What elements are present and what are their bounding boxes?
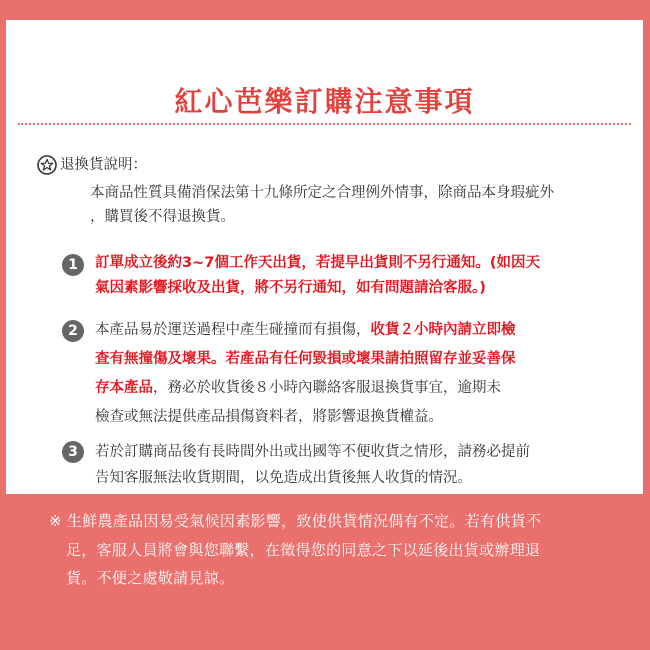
damage-notice-line-1b: 收貨２小時內請立即檢 [370,322,516,338]
absence-notice-line-2: 告知客服無法收貨期間，以免造成出貨後無人收貨的情況。 [95,470,472,486]
absence-notice-line-1: 若於訂購商品後有長時間外出或出國等不便收貨之情形，請務必提前 [95,444,530,460]
disclaimer-line-3: 貨。不便之處敬請見諒。 [66,569,235,587]
shipping-notice-line-2: 氣因素影響採收及出貨，將不另行通知，如有問題請洽客服。) [95,280,486,296]
star-outline-icon [37,155,57,175]
notice-card [6,20,643,494]
number-2-icon: 2 [62,320,84,342]
page-title: 紅心芭樂訂購注意事項 [174,85,475,118]
number-3-icon: 3 [62,441,84,463]
damage-notice-text [95,316,635,432]
damage-notice-line-2: 查有無撞傷及壞果。若產品有任何毀損或壞果請拍照留存並妥善保 [95,351,516,367]
disclaimer-line-2: 足，客服人員將會與您聯繫，在徵得您的同意之下以延後出貨或辦理退 [66,540,541,559]
shipping-notice-line-1: 訂單成立後約3~7個工作天出貨，若提早出貨則不另行通知。(如因天 [95,255,540,271]
disclaimer-line-1: ※ 生鮮農產品因易受氣候因素影響，致使供貨情況偶有不定。若有供貨不 [49,512,542,530]
damage-notice-line-3a: 存本產品 [95,380,153,396]
number-1-icon: 1 [62,254,84,276]
supply-disclaimer [49,507,619,593]
damage-notice-line-1a: 本產品易於運送過程中產生碰撞而有損傷， [95,322,371,338]
shipping-notice-text [95,251,635,301]
damage-notice-line-4: 檢查或無法提供產品損傷資料者，將影響退換貨權益。 [95,409,443,425]
return-policy-text [90,181,630,229]
absence-notice-text [95,439,635,491]
dotted-divider [18,123,631,125]
return-policy-line-2: ，購買後不得退換貨。 [90,209,235,225]
damage-notice-line-3b: ，務必於收貨後８小時內聯絡客服退換貨事宜，逾期未 [153,380,501,396]
return-policy-line-1: 本商品性質具備消保法第十九條所定之合理例外情事，除商品本身瑕疵外 [90,185,554,201]
return-policy-heading: 退換貨說明： [60,157,147,173]
